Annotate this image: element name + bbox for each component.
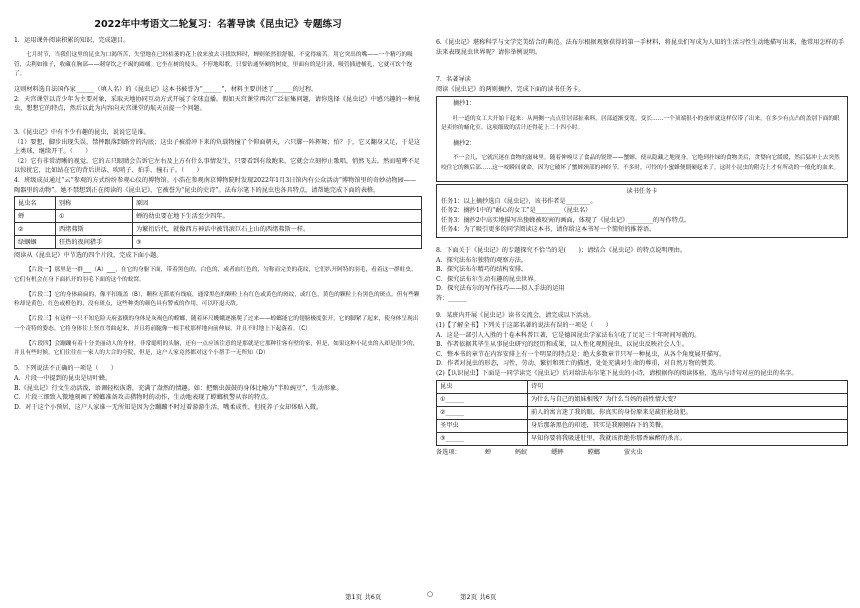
excerpt-2-label: 摘抄2： [453, 140, 476, 148]
table-cell: 为什么与自己的姐妹相残？为什么当妈的前性情大变？ [528, 393, 848, 406]
excerpt-1-label: 摘抄1： [453, 100, 476, 108]
page-title: 2022年中考语文二轮复习：名著导读《昆虫记》专题练习 [94, 19, 342, 30]
excerpt-2: 不一会儿，它就沉迷在食物的滋味里。随着伸嗅尽了食品的锐镫——蟹蟀，使从隐藏之地现身。它绝到扑绿的食物美后，贪婪向它缓缓，然后猛冲上去突然咬住它的额后部……这一咬瞬间就命，因为它破坏了蟹蟀颈部的神经节。不多时，可怜的小蜜蜂便僵硬起来了。这时小昆虫的附壳上才有所动的一般化的血来。 [441, 155, 840, 171]
table-cell: 蝉 [15, 210, 56, 223]
fragment-3: 【片段三】有这样一只不知危险天府蛮横的身体是灰褐色的螳螂，随着环尺蠖蛾逐渐爬了过来——蝗螂能它的翅膀极度张开，它的脚紧了起来，使身体呈现出一个奇特的姿态。它将身体往上竖直弯曲起来，并且将前腿像一根手杖那样地向前伸展，并且不时地上下起落着。（C） [14, 316, 419, 332]
q5-option-d: D．对于这个小预居，这户人家谁一无所知是因为会蹦蹦不时过着游游生活，嘴柔成性，但抚养子女却体贴入微。 [14, 403, 323, 411]
center-mark: ○ [427, 590, 434, 598]
q5-option-a: A．片段一中提到的昆虫是切叶蜂。 [14, 375, 112, 382]
right-page [436, 0, 848, 596]
table-cell: 身后那条黑色的印迹，其实是我刚刚吞下的美餐。 [528, 419, 848, 432]
task-1: 任务1：以上摘抄选自《昆虫记》，该书作者是________。 [441, 197, 597, 205]
reading-task-card [436, 184, 848, 238]
q8-option-c: C．探究法布尔生动有趣的昆虫世界。 [436, 275, 540, 283]
option-list [436, 448, 848, 458]
table-cell: 蝉的幼虫要在地下生活至少四年。 [133, 210, 422, 223]
table-header: 别称 [56, 197, 133, 210]
q9-option-a: A．这是一部引人入胜的十卷本科普巨著，它是德国昆虫学家法布尔花了足足三十年时间写就的。 [436, 331, 701, 339]
q9-option-b: B．作者依据其毕生从事昆虫研究的经历和成果，以人性化观照昆虫，以昆虫反映社会人生。 [436, 341, 689, 349]
task-2: 任务2：摘抄1中的“耐心的女工”是________（昆虫名） [441, 207, 592, 215]
option-item: 萤火虫 [623, 448, 643, 456]
q1-fill: 这则材料选自法国作家______（填人名）的《昆虫记》这本书被誉为“______”，材料主要讲述了______的过程。 [14, 86, 318, 94]
table-cell: 狂热的夜间猎手 [56, 236, 133, 249]
q8-option-d: D．探究法布尔的写作技巧——拟人手法的运用 [436, 285, 565, 293]
question-9: 9．某班内开展《昆虫记》读书交流会，请完成以下活动。 [436, 312, 595, 320]
q7-intro: 阅读《昆虫记》的两则摘抄，完成下面的读书任务卡。 [436, 85, 585, 93]
question-7: 7．名著导读 [436, 76, 471, 84]
table-cell: 西绪弗斯 [56, 223, 133, 236]
page-footer-right: 第2页 共6页 [460, 593, 497, 601]
table-header: 昆虫名 [15, 197, 56, 210]
q1-passage: 七月时节，当我们这里的昆虫为口渴所苦，失望地在已经枯萎的花上放来放去寻找饮料时，蝉则依然很舒服，不觉得痛苦。用它突出的嘴——一个精巧的吸管，尖利如锥子，收藏在胸部——刺穿饮之不竭的圆桶。它坐在树的枝头，不停地唱歌，只要钻通坚硬的树皮，里面有的是汁液，吸管插进桶孔，它就可饮个饱了。 [14, 52, 413, 78]
q8-option-a: A．探究法布尔独特的观察方法。 [436, 256, 528, 264]
question-1: 1．运用课外阅读积累的知识，完成题目。 [14, 37, 130, 44]
task-3: 任务3：摘抄2中高实地描写出蛰蜂被咬害的画面，体现了《昆虫记》________的写作特点。 [441, 216, 691, 224]
table-cell: 绿蝈蝈 [15, 236, 56, 249]
question-5: 5．下列说法不正确的一项是（ ） [14, 365, 117, 373]
page-footer-left: 第1页 共6页 [345, 593, 382, 601]
question-3: 3.《昆虫记》中有不少有趣的昆虫，说说它是谁。 [14, 128, 150, 136]
table-header: 诗句 [528, 380, 848, 393]
question-2: 2．天宫课堂以青少年为主要对象，采取天地协同互动方式开展了全球直播。假如天宫课堂再次广泛征集问题，请你选择《昆虫记》中感兴趣的一种昆虫，想想它的特点，然后以此为内容向天宫课堂的航天员提一个问题。 [14, 95, 421, 113]
table-cell: 早知你要将我吸进肚里，我就该拒绝你那香麻醉的杀言。 [528, 432, 848, 445]
question-8: 8．下面关于《昆虫记》的专题探究不恰当的是( )；请结合《昆虫记》的特点说明理由。 [436, 246, 687, 254]
question-4: 4．班级成员通过“云”参观的方式纷纷参观心仪的博物馆。小浩在参观南京博物院时发现2022年1月3日馆内有公众活动“博物馆里的奇妙动物园——陶器里的动物”。她不禁想到正在阅读的《昆虫记》，它被誉为“昆虫的史诗”。法布尔笔下的昆虫也各具特点，请帮她完成下面的表格。 [14, 176, 417, 194]
table-cell: 为繁衍后代，就像西方神话中被罚滚巨石上山的西绪弗斯一样。 [133, 223, 422, 236]
q8-answer: 答：______ [436, 294, 467, 302]
q5-option-c: C．片段三细致入微地刻画了螳螂准备攻击猎物时的动作，生动地表现了螳螂机警从容的特点。 [14, 394, 273, 402]
table-cell: ③______ [437, 432, 528, 445]
table-cell: ③ [133, 236, 422, 249]
table-cell: 前人的寓言迷了我的眼，你真实的身份原来是疏狂抢劫犯。 [528, 406, 848, 419]
question-6: 6.《昆虫记》堪称科学与文学完美结合的典范。法布尔根据观察获得的第一手材料，将昆虫们写成为人知的生活习性生动地描写出来，他常用怎样的手法来表现昆虫世界呢？请你举例说明。 [436, 39, 845, 56]
option-item: 蟋蟀 [551, 448, 564, 456]
q9-part-2: (2)【认识昆虫】下面是一同学读完《昆虫记》后对给法布尔笔下昆虫的小诗，请根据你的阅读体验，选出与诗句对应的昆虫的名字。 [436, 370, 798, 378]
q9-option-c: C．整本书的章节在内容安排上有一个明显的特点是：绝大多数章节只写一种昆虫，从各个角度展开描写。 [436, 350, 726, 358]
q5-option-b: B.《昆虫记》行文生动活泼，语调轻松诙谐，充满了盎然的情趣。如：把甄虫鼓鼓的身体比喻为“半粒豌豆”，生动形象。 [14, 384, 343, 392]
table-cell: ①______ [437, 393, 528, 406]
table-cell: ② [15, 223, 56, 236]
fragment-2: 【片段二】它的身体扁扁的，像平扣瓶盖（B），颗粒无滞底有线痕，通常黑色的颗粒上有红色或黄色的斑纹，或红色，黄色的颗粒上有黑色的斑点。但有些颗粒却是黄色，红色或橙色的，没有斑点，这些种类的颜色具有警戒的作用，可以吓退天敌。 [14, 291, 420, 308]
table-header: 昆虫 [437, 380, 528, 393]
task-4: 任务4：为了吸引更多的同学阅读这本书，请你给这本书写一个简短的推荐语。 [441, 226, 656, 234]
q3-part-2: （2）它有非常清晰的视觉，它的五只眼睛会告诉它左右及上方有什么事情发生，只要看到有敌跑来，它就会立刻停止歌唱，悄然飞去。然而喧哗不足以惊扰它，比如站在它的背后讲话、吹哨子、拍手、撞石子。（ ） [14, 157, 421, 175]
table-cell: ① [56, 210, 133, 223]
options-label: 备选项： [436, 448, 461, 456]
q8-option-b: B．探究法布尔精巧的结构安排。 [436, 266, 528, 274]
table-header: 原因 [133, 197, 422, 210]
q4-intro: 阅读从《昆虫记》中节选的四个片段，完成下面小题。 [14, 252, 163, 260]
q9-part-1: (1)【了解全书】下列关于这部名著的说法有误的一项是（ ） [436, 322, 612, 330]
poem-table [436, 380, 848, 446]
fragment-1: 【片段一】那里是一群___（A）___，在它的身躯下面，带着黑色的，白色的，或者血红色的，匀称而完美的花纹，它们扒开阿特的羽毛，看着这一群蛀虫。它们有机会在身下面扒开的羽毛下面的这个的蚁窝。 [14, 267, 417, 283]
table-cell: ②______ [437, 406, 528, 419]
card-title: 读书任务卡 [626, 187, 658, 195]
excerpt-1: 吐一道的女工大开始干起来：从两侧一点点往居部扯乘料，居部道渐变宽，变长……一个顶端很小的蚕形就这样仅带了出来，在多少有点凸的盖别下面的眼是卖你的蛹化室。这项细致的活计还得花上二十四小时。 [441, 115, 840, 132]
option-item: 蚂蚁 [514, 448, 528, 456]
insect-table [14, 196, 422, 249]
excerpt-box [436, 96, 848, 182]
table-cell: 圣甲虫 [437, 419, 528, 432]
q3-part-1: （1）要想，脚步出现失误，禁摔跟落到路旁的沟底；这虫子被滑冲下来的负载物撞了个仰面朝天，六只脚一阵挥舞；怕？于，它又翻身又足，于是这上类球，继续开干。（ ） [14, 138, 421, 156]
q9-option-d: D．作者对昆虫的形态，习性、劳动、繁衍和死亡的描述，处处充满对生命的尊重，对自然万物的赞美。 [436, 360, 720, 368]
option-item: 螳螂 [587, 448, 600, 456]
left-page [14, 0, 422, 596]
option-item: 蝉 [484, 448, 491, 456]
fragment-4: 【片段四】会蹦蹦有着十分美丽动人的身材，非常聪明的头脑，还有一点应该注意的是那就是它那种往客有壁的家，但是，如果这种小昆虫的入却是很少的，并且有些时候，它们往往在一家人的大合的夸院，但是，这户人家竟然都对这个小帮手一无所知（D） [14, 340, 419, 357]
